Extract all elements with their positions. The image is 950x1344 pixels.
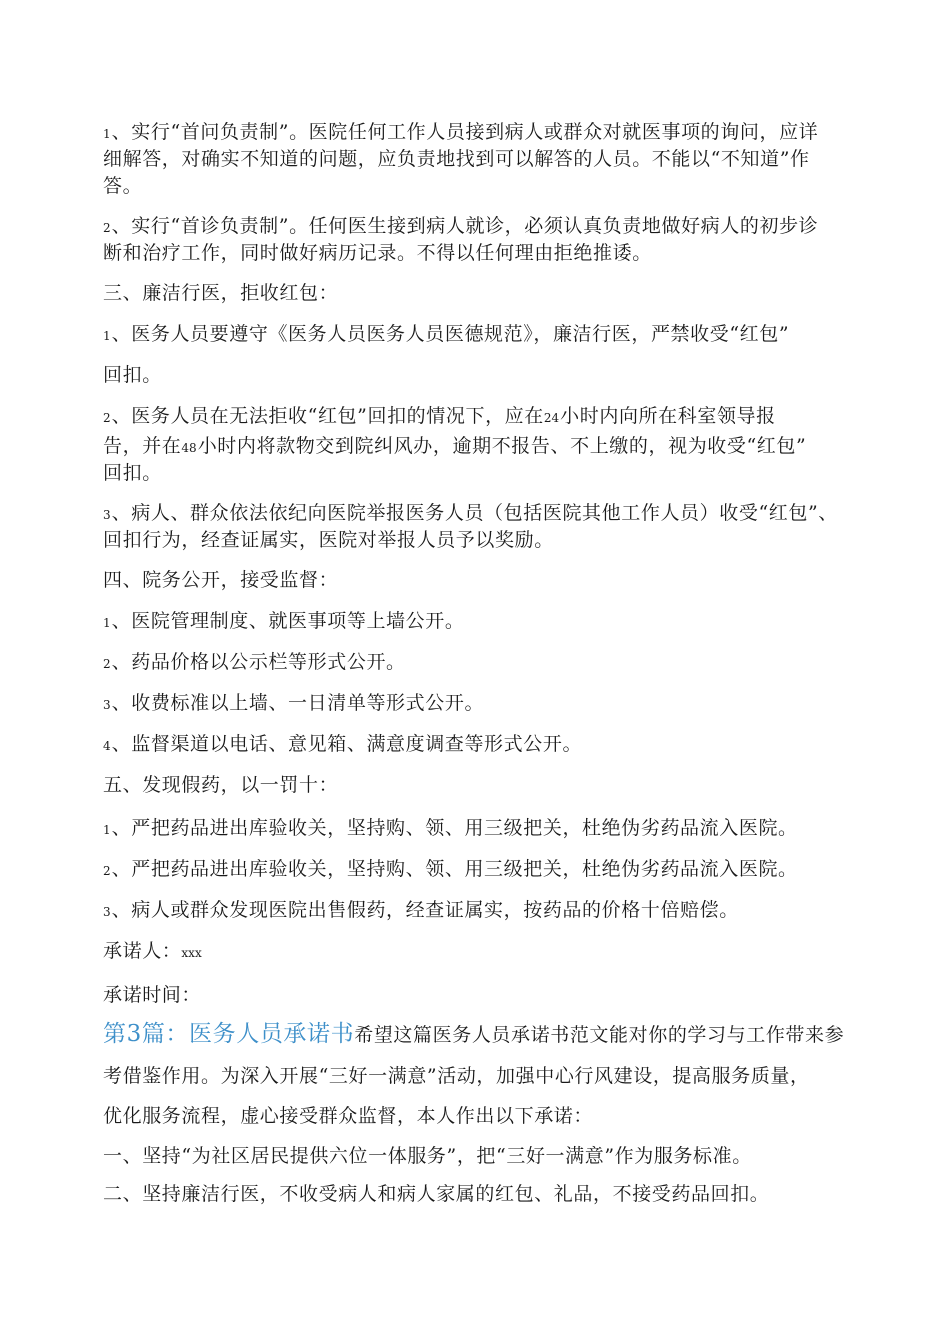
paragraph-line	[103, 363, 162, 387]
paragraph-line	[103, 461, 162, 485]
text: 回扣。	[103, 364, 162, 386]
item-number: 2	[103, 411, 111, 425]
text: 细解答，对确实不知道的问题，应负责地找到可以解答的人员。不能以“不知道”作	[103, 148, 810, 170]
text: 、严把药品进出库验收关，坚持购、领、用三级把关，杜绝伪劣药品流入医院。	[111, 817, 798, 839]
paragraph-line	[103, 241, 652, 265]
inline-number: 48	[181, 441, 197, 455]
item-number: 2	[103, 657, 111, 671]
paragraph-line	[103, 501, 838, 527]
article-heading: 第3篇：医务人员承诺书	[103, 1021, 355, 1047]
paragraph-line	[103, 120, 818, 146]
item-number: 1	[103, 616, 111, 630]
text: 告，并在	[103, 435, 182, 457]
text: 、收费标准以上墙、一日清单等形式公开。	[111, 692, 485, 714]
promiser-line	[103, 939, 203, 965]
article-intro-line	[103, 1022, 844, 1047]
text: 、医务人员要遵守《医务人员医务人员医德规范》，廉洁行医，严禁收受“红包”	[111, 323, 790, 345]
item-number: 3	[103, 698, 111, 712]
item-number: 4	[103, 739, 111, 753]
item-number: 1	[103, 127, 111, 141]
text: 、实行“首诊负责制”。任何医生接到病人就诊，必须认真负责地做好病人的初步诊	[111, 215, 819, 237]
paragraph-line	[103, 1064, 810, 1088]
text: 优化服务流程，虚心接受群众监督，本人作出以下承诺：	[103, 1105, 594, 1127]
commitment-item: 二、坚持廉洁行医，不收受病人和病人家属的红包、礼品，不接受药品回扣。	[103, 1183, 770, 1205]
text: 、病人或群众发现医院出售假药，经查证属实，按药品的价格十倍赔偿。	[111, 899, 739, 921]
text: 、严把药品进出库验收关，坚持购、领、用三级把关，杜绝伪劣药品流入医院。	[111, 858, 798, 880]
inline-number: 24	[543, 411, 560, 425]
list-item	[103, 691, 484, 717]
paragraph-line	[103, 404, 776, 430]
text: 小时内向所在科室领导报	[560, 405, 776, 427]
promiser-value: xxx	[181, 946, 202, 960]
item-number: 3	[103, 508, 111, 522]
item-number: 1	[103, 823, 111, 837]
list-item	[103, 609, 464, 635]
text: 、实行“首问负责制”。医院任何工作人员接到病人或群众对就医事项的询问，应详	[111, 121, 819, 143]
promiser-label: 承诺人：	[103, 940, 182, 962]
paragraph-line	[103, 214, 818, 240]
text: 希望这篇医务人员承诺书范文能对你的学习与工作带来参	[354, 1024, 845, 1046]
paragraph-line	[103, 434, 806, 460]
text: 、监督渠道以电话、意见箱、满意度调查等形式公开。	[111, 733, 583, 755]
list-item	[103, 857, 798, 883]
text: 、医务人员在无法拒收“红包”回扣的情况下，应在	[111, 405, 544, 427]
item-number: 2	[103, 221, 111, 235]
paragraph-line	[103, 1104, 593, 1128]
text: 考借鉴作用。为深入开展“三好一满意”活动，加强中心行风建设，提高服务质量，	[103, 1065, 810, 1087]
text: 、药品价格以公示栏等形式公开。	[111, 651, 406, 673]
section-heading: 五、发现假药，以一罚十：	[103, 774, 339, 796]
text: 回扣。	[103, 462, 162, 484]
commitment-item: 一、坚持“为社区居民提供六位一体服务”，把“三好一满意”作为服务标准。	[103, 1145, 752, 1167]
item-number: 3	[103, 905, 111, 919]
paragraph-line	[103, 528, 554, 552]
list-item	[103, 650, 406, 676]
text: 小时内将款物交到院纠风办，逾期不报告、不上缴的，视为收受“红包”	[197, 435, 807, 457]
text: 断和治疗工作，同时做好病历记录。不得以任何理由拒绝推诿。	[103, 242, 652, 264]
text: 回扣行为，经查证属实，医院对举报人员予以奖励。	[103, 529, 554, 551]
list-item	[103, 732, 582, 758]
list-item	[103, 816, 798, 842]
text: 答。	[103, 175, 143, 197]
item-number: 1	[103, 329, 111, 343]
date-label: 承诺时间：	[103, 984, 202, 1006]
item-number: 2	[103, 864, 111, 878]
section-heading: 四、院务公开，接受监督：	[103, 569, 339, 591]
text: 、医院管理制度、就医事项等上墙公开。	[111, 610, 465, 632]
paragraph-line	[103, 147, 810, 171]
list-item	[103, 898, 739, 924]
paragraph-line	[103, 322, 789, 348]
paragraph-line	[103, 174, 142, 198]
section-heading: 三、廉洁行医，拒收红包：	[103, 282, 339, 304]
text: 、病人、群众依法依纪向医院举报医务人员（包括医院其他工作人员）收受“红包”、	[111, 502, 838, 524]
